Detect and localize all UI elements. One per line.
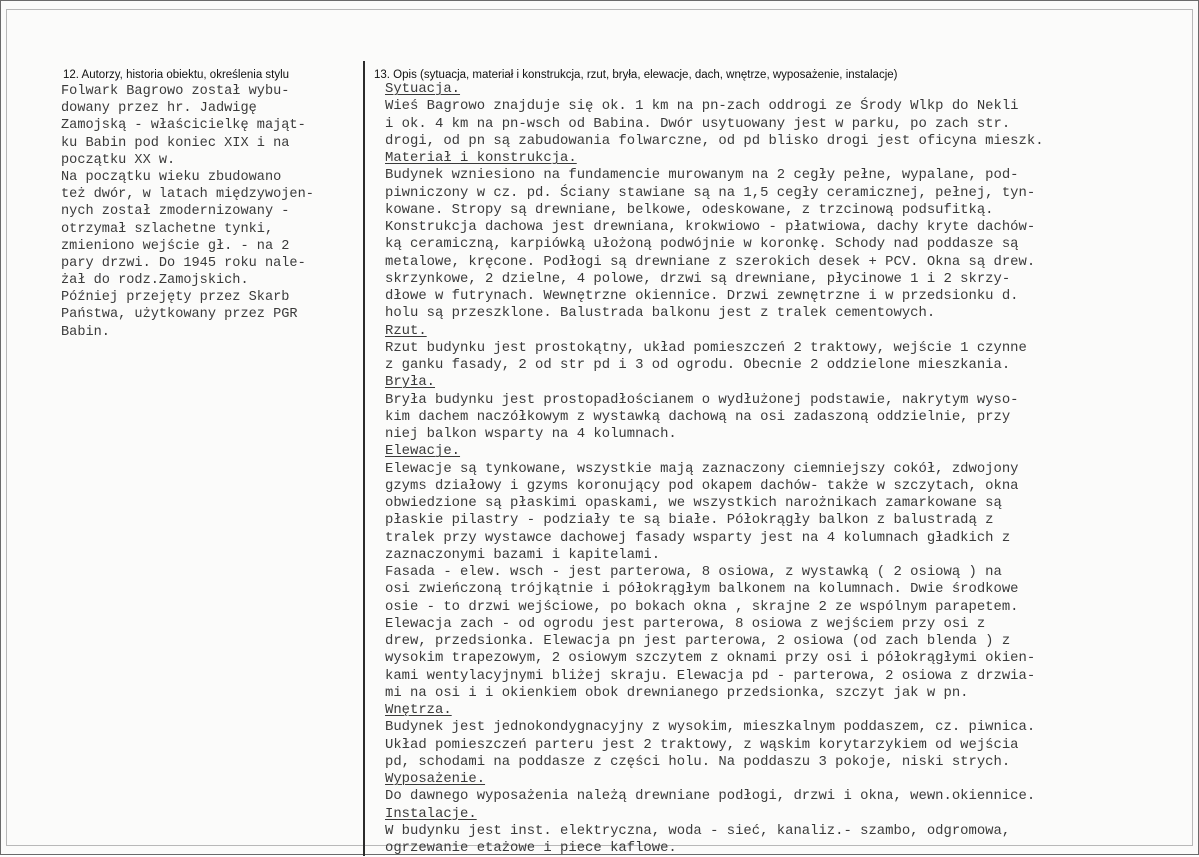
heading-line: [385, 771, 1044, 788]
description-text-line: ogrzewanie etażowe i piece kaflowe.: [385, 840, 677, 856]
description-text-line: osie - to drzwi wejściowe, po bokach okna , skrajne 2 ze wspólnym parapetem.: [385, 598, 1019, 615]
description-text-line: dłowe w futrynach. Wewnętrzne okiennice. Drzwi zewnętrzne i w przedsionku d.: [385, 288, 1019, 304]
history-text-line: Babin.: [61, 324, 110, 340]
description-text-line: wysokim trapezowym, 2 osiowym szczytem z oknami przy osi i półokrągłymi okien-: [385, 650, 1036, 667]
history-text-column: [61, 83, 314, 341]
history-text-line: pary drzwi. Do 1945 roku nale-: [61, 255, 306, 271]
description-text-line: Fasada - elew. wsch - jest parterowa, 8 osiowa, z wystawką ( 2 osiową ) na: [385, 564, 1002, 580]
column-divider: [363, 61, 365, 856]
heading-line: [385, 374, 1044, 391]
description-text-line: gzyms działowy i gzyms koronujący pod okapem dachów- także w szczytach, okna: [385, 477, 1019, 494]
description-text-line: Elewacje są tynkowane, wszystkie mają zaznaczony ciemniejszy cokół, zdwojony: [385, 460, 1019, 477]
history-text-line: Zamojską - właścicielkę mająt-: [61, 118, 306, 134]
history-text-line: ku Babin pod koniec XIX i na: [61, 135, 290, 151]
description-text-line: W budynku jest inst. elektryczna, woda - sieć, kanaliz.- szambo, odgromowa,: [385, 822, 1011, 839]
description-text-line: piwniczony w cz. pd. Ściany stawiane są na 1,5 cegły ceramicznej, pełnej, tyn-: [385, 184, 1036, 201]
section-heading: Wnętrza.: [385, 702, 452, 718]
description-text-line: pd, schodami na poddasze z części holu. Na poddaszu 3 pokoje, niski strych.: [385, 753, 1011, 770]
history-text-line: żał do rodz.Zamojskich.: [61, 273, 249, 289]
history-text-line: początku XX w.: [61, 152, 176, 168]
description-text-line: osi zwieńczoną trójkątnie i półokrągłym balkonem na kolumnach. Dwie środkowe: [385, 581, 1019, 598]
description-text-line: płaskie pilastry - podziały te są białe. Półokrągły balkon z balustradą z: [385, 512, 994, 529]
description-text-line: ką ceramiczną, karpiówką ułożoną podwójnie w koronkę. Schody nad poddasze są: [385, 236, 1019, 253]
history-text-line: otrzymał szlachetne tynki,: [61, 221, 274, 237]
description-text-line: zaznaczonymi bazami i kapitelami.: [385, 546, 661, 563]
description-text-line: Konstrukcja dachowa jest drewniana, krokwiowo - płatwiowa, dachy kryte dachów-: [385, 219, 1036, 235]
history-text-line: nych został zmodernizowany -: [61, 204, 290, 220]
history-text-line: Państwa, użytkowany przez PGR: [61, 307, 298, 323]
heading-line: [385, 443, 1044, 460]
history-text-line: też dwór, w latach międzywojen-: [61, 187, 314, 203]
section-heading: Materiał i konstrukcja.: [385, 150, 577, 166]
description-text-line: Bryła budynku jest prostopadłościanem o wydłużonej podstawie, nakrytym wyso-: [385, 391, 1019, 408]
heading-line: [385, 81, 1044, 98]
section-heading: Bryła.: [385, 374, 436, 391]
description-text-line: Elewacja zach - od ogrodu jest parterowa, 8 osiowa z wejściem przy osi z: [385, 615, 986, 632]
description-text-line: Do dawnego wyposażenia należą drewniane podłogi, drzwi i okna, wewn.okiennice.: [385, 788, 1036, 805]
description-text-line: drew, przedsionka. Elewacja pn jest parterowa, 2 osiowa (od zach blenda ) z: [385, 633, 1011, 649]
heading-line: [385, 323, 1044, 340]
history-text-line: Folwark Bagrowo został wybu-: [61, 84, 290, 99]
section-heading: Instalacje.: [385, 805, 477, 822]
description-text-line: mi na osi i i okienkiem obok drewnianego przedsionka, szczyt jak w pn.: [385, 684, 969, 701]
section-heading: Wyposażenie.: [385, 771, 486, 787]
section-13-header: 13. Opis (sytuacja, materiał i konstrukcja, rzut, bryła, elewacje, dach, wnętrze, wyposażenie, instalacje): [374, 69, 898, 81]
description-text-line: tralek przy wystawce dachowej fasady wsparty jest na 4 kolumnach gładkich z: [385, 529, 1011, 546]
history-text-line: zmieniono wejście gł. - na 2: [61, 238, 290, 254]
heading-line: [385, 806, 1044, 823]
description-text-line: i ok. 4 km na pn-wsch od Babina. Dwór usytuowany jest w parku, po zach str.: [385, 115, 1011, 132]
frame-line-top: [6, 9, 1193, 10]
description-text-column: [385, 81, 1044, 857]
section-heading: Elewacje.: [385, 443, 461, 460]
history-text-line: Na początku wieku zbudowano: [61, 169, 282, 185]
description-text-line: Budynek wzniesiono na fundamencie murowanym na 2 cegły pełne, wypalane, pod-: [385, 167, 1019, 184]
description-text-line: metalowe, kręcone. Podłogi są drewniane z szerokich desek + PCV. Okna są drew.: [385, 253, 1036, 270]
history-text-line: dowany przez hr. Jadwigę: [61, 101, 257, 117]
description-text-line: Budynek jest jednokondygnacyjny z wysokim, mieszkalnym poddaszem, cz. piwnica.: [385, 719, 1036, 736]
frame-line-right: [1192, 9, 1193, 846]
description-text-line: skrzynkowe, 2 dzielne, 4 polowe, drzwi są drewniane, płycinowe 1 i 2 skrzy-: [385, 270, 1011, 287]
description-text-line: kami wentylacyjnymi bliżej skraju. Elewacja pd - parterowa, 2 osiowa z drzwia-: [385, 667, 1036, 684]
description-text-line: obwiedzione są płaskimi opaskami, we wszystkich narożnikach zamarkowane są: [385, 495, 1002, 511]
section-12-header: 12. Autorzy, historia obiektu, określenia stylu: [63, 69, 290, 81]
description-text-line: holu są przeszklone. Balustrada balkonu jest z tralek cementowych.: [385, 305, 936, 322]
description-text-line: niej balkon wsparty na 4 kolumnach.: [385, 426, 677, 442]
heading-line: [385, 150, 1044, 167]
history-text-line: Później przejęty przez Skarb: [61, 290, 290, 306]
description-text-line: Rzut budynku jest prostokątny, układ pomieszczeń 2 traktowy, wejście 1 czynne: [385, 339, 1027, 356]
heading-line: [385, 702, 1044, 719]
description-text-line: z ganku fasady, 2 od str pd i 3 od ogrodu. Obecnie 2 oddzielone mieszkania.: [385, 357, 1011, 373]
section-heading: Rzut.: [385, 322, 427, 339]
section-heading: Sytuacja.: [385, 81, 461, 97]
description-text-line: Układ pomieszczeń parteru jest 2 traktowy, z wąskim korytarzykiem od wejścia: [385, 736, 1019, 753]
description-text-line: Wieś Bagrowo znajduje się ok. 1 km na pn-zach oddrogi ze Środy Wlkp do Nekli: [385, 98, 1019, 115]
frame-line-left: [6, 9, 7, 846]
description-text-line: kowane. Stropy są drewniane, belkowe, odeskowane, z trzcinową podsufitką.: [385, 201, 994, 218]
description-text-line: drogi, od pn są zabudowania folwarczne, od pd blisko drogi jest oficyna mieszk.: [385, 132, 1044, 149]
description-text-line: kim dachem naczółkowym z wystawką dachową na osi zadaszoną oddzielnie, przy: [385, 408, 1011, 425]
